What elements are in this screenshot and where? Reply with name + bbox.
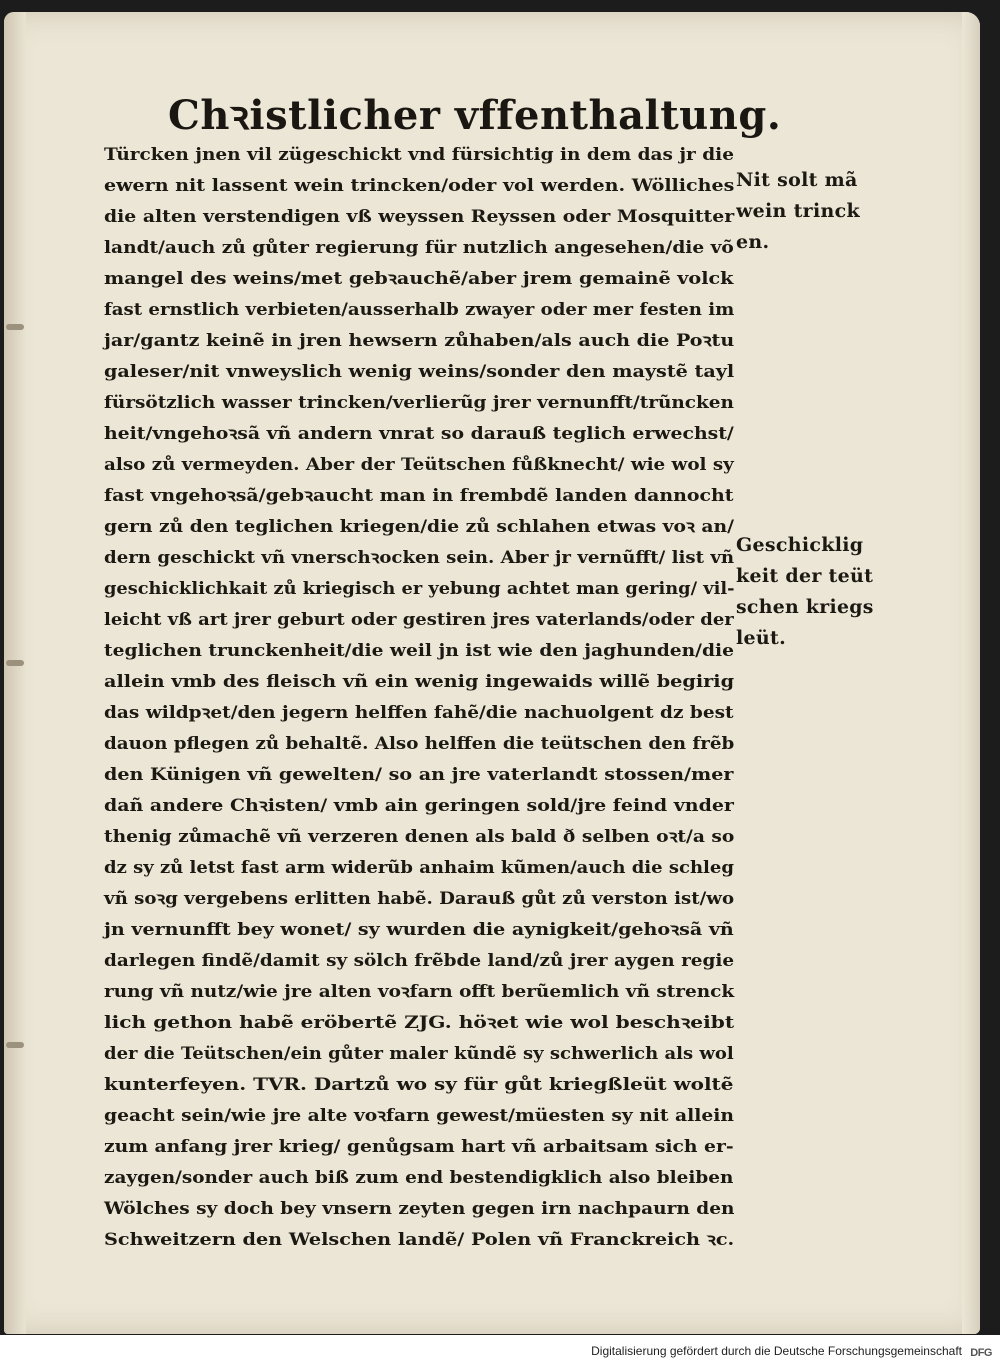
body-line: allein vmb des fleisch vñ ein wenig ingewaids willẽ begirig	[104, 672, 735, 692]
page-fore-edge	[962, 12, 980, 1334]
body-line: lich gethon habẽ eröbertẽ ZJG. höꝛet wie wol beschꝛeibt	[104, 1013, 735, 1033]
binding-stitch	[6, 660, 24, 666]
marginal-note-line: Nit solt mã	[736, 169, 858, 191]
marginal-note-line: en.	[736, 231, 770, 253]
body-line: dz sy zů letst fast arm widerũb anhaim kũmen/auch die schleg	[104, 858, 734, 878]
marginal-note-line: keit der teüt	[736, 565, 874, 587]
body-line: mangel des weins/met gebꝛauchẽ/aber jrem gemainẽ volck	[104, 269, 734, 289]
marginal-note-line: Geschicklig	[736, 534, 864, 556]
body-line: heit/vngehoꝛsã vñ andern vnrat so darauß teglich erwechst/	[104, 424, 734, 444]
body-line: leicht vß art jrer geburt oder gestiren jres vaterlands/oder der	[104, 610, 734, 630]
body-line: also zů vermeyden. Aber der Teütschen fůßknecht/ wie wol sy	[104, 455, 734, 475]
binding-stitch	[6, 324, 24, 330]
body-line: dern geschickt vñ vnerschꝛocken sein. Aber jr vernũfft/ list vñ	[104, 548, 735, 568]
body-line: jn vernunfft bey wonet/ sy wurden die aynigkeit/gehoꝛsã vñ	[104, 920, 734, 940]
body-line: geacht sein/wie jre alte voꝛfarn gewest/müesten sy nit allein	[104, 1106, 734, 1126]
body-line: zum anfang jrer krieg/ genůgsam hart vñ arbaitsam sich er-	[104, 1137, 734, 1157]
dfg-logo: DFG	[970, 1347, 992, 1359]
body-line: Türcken jnen vil zügeschickt vnd fürsichtig in dem das jr die	[104, 145, 734, 165]
body-line: jar/gantz keinẽ in jren hewsern zůhaben/als auch die Poꝛtu	[104, 331, 735, 351]
body-line: die alten verstendigen vß weyssen Reyssen oder Mosquitter	[104, 207, 735, 227]
body-line: rung vñ nutz/wie jre alten voꝛfarn offt berũemlich vñ strenck	[104, 982, 735, 1002]
body-line: zaygen/sonder auch biß zum end bestendigklich also bleiben	[104, 1168, 734, 1188]
body-line: Schweitzern den Welschen landẽ/ Polen vñ Franckreich ꝛc.	[104, 1230, 735, 1250]
body-line: fast vngehoꝛsã/gebꝛaucht man in frembdẽ landen dannocht	[104, 486, 734, 506]
body-line: kunterfeyen. TVR. Dartzů wo sy für gůt kriegßleüt woltẽ	[104, 1075, 734, 1095]
body-line: den Künigen vñ gewelten/ so an jre vaterlandt stossen/mer	[104, 765, 734, 785]
body-line: galeser/nit vnweyslich wenig weins/sonder den maystẽ tayl	[104, 362, 735, 382]
body-line: fürsötzlich wasser trincken/verlierũg jrer vernunfft/trũncken	[104, 393, 734, 413]
footer-bar	[0, 1335, 1000, 1365]
body-line: Wölches sy doch bey vnsern zeyten gegen irn nachpaurn den	[104, 1199, 735, 1219]
body-line: der die Teütschen/ein gůter maler kũndẽ sy schwerlich als wol	[104, 1044, 734, 1064]
body-line: teglichen trunckenheit/die weil jn ist wie den jaghunden/die	[104, 641, 734, 661]
body-line: das wildpꝛet/den jegern helffen fahẽ/die nachuolgent dz best	[104, 703, 734, 723]
body-line: darlegen findẽ/damit sy sölch frẽbde land/zů jrer aygen regie	[104, 951, 735, 971]
body-line: thenig zůmachẽ vñ verzeren denen als bald ð selben oꝛt/a so	[104, 827, 735, 847]
marginal-note-war-skill	[736, 530, 881, 654]
footer-credit: Digitalisierung gefördert durch die Deutsche Forschungsgemeinschaft	[591, 1344, 962, 1358]
body-line: ewern nit lassent wein trincken/oder vol werden. Wölliches	[104, 176, 735, 196]
marginal-note-line: schen kriegs	[736, 596, 874, 618]
body-text-column	[104, 140, 740, 1256]
body-line: dauon pflegen zů behaltẽ. Also helffen die teütschen den frẽb	[104, 734, 735, 754]
body-line: fast ernstlich verbieten/ausserhalb zwayer oder mer festen im	[104, 300, 735, 320]
body-line: geschicklichkait zů kriegisch er yebung achtet man gering/ vil-	[104, 579, 735, 599]
body-line: vñ soꝛg vergebens erlitten habẽ. Darauß gůt zů verston ist/wo	[104, 889, 735, 909]
binding-stitch	[6, 1042, 24, 1048]
body-line: landt/auch zů gůter regierung für nutzlich angesehen/die võ	[104, 238, 734, 258]
body-line: dañ andere Chꝛisten/ vmb ain geringen sold/jre feind vnder	[104, 796, 734, 816]
marginal-note-wine	[736, 165, 881, 258]
marginal-note-line: leüt.	[736, 627, 787, 649]
running-head: Chꝛistlicher vffenthaltung.	[168, 92, 782, 139]
marginal-note-line: wein trinck	[736, 200, 860, 222]
page-binding	[4, 12, 26, 1334]
body-line: gern zů den teglichen kriegen/die zů schlahen etwas voꝛ an/	[104, 517, 735, 537]
